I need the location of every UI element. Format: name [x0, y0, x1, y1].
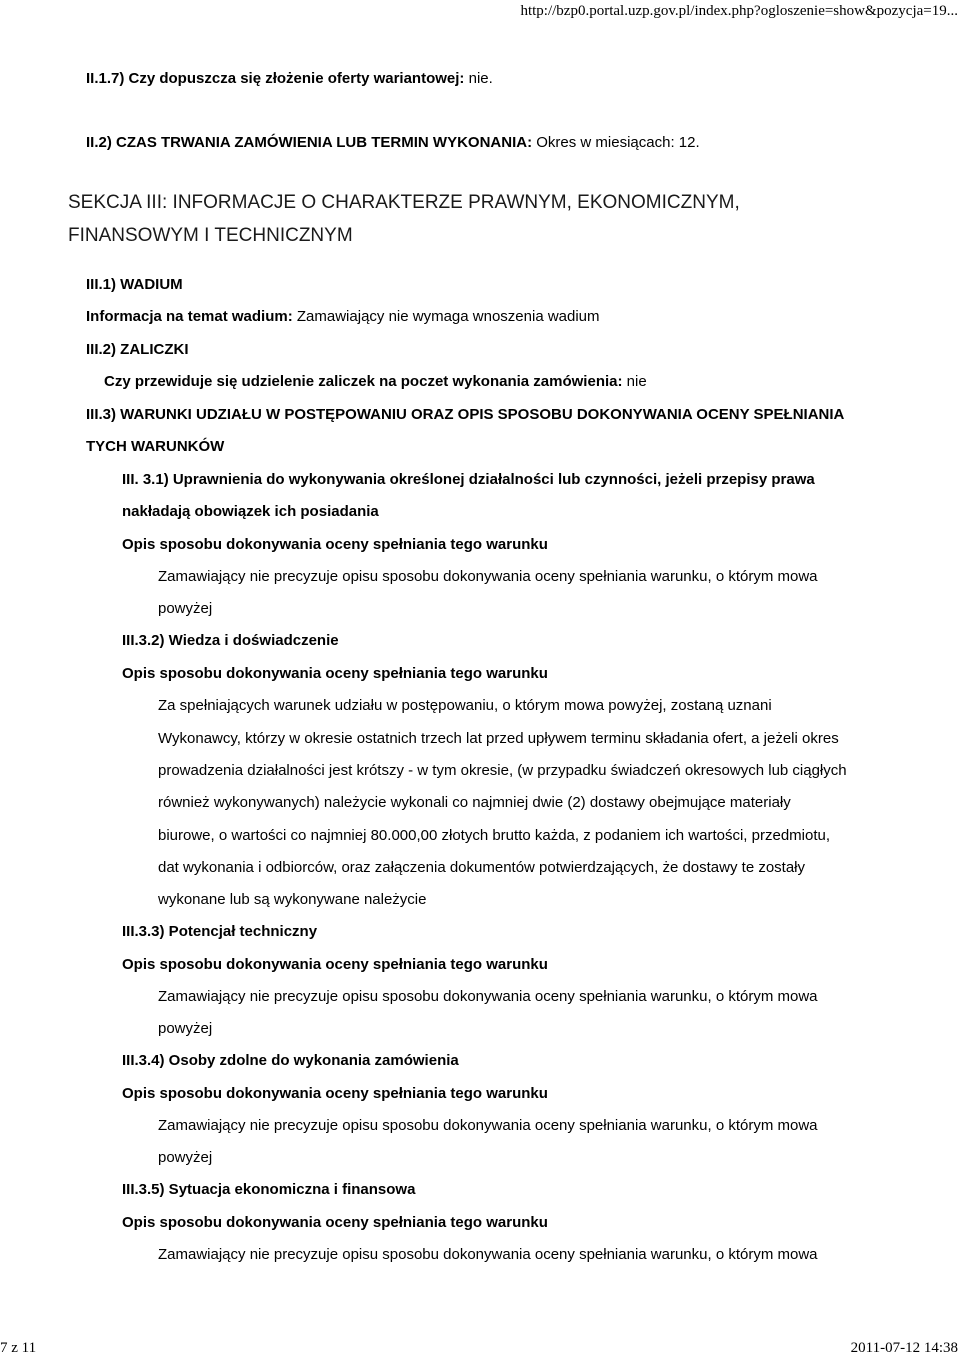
page-number: 7 z 11	[0, 1340, 37, 1356]
zaliczki-label: Czy przewiduje się udzielenie zaliczek na poczet wykonania zamówienia:	[104, 373, 623, 390]
zaliczki-value: nie	[622, 373, 647, 390]
iii32-text-line7: wykonane lub są wykonywane należycie	[158, 891, 427, 908]
iii32-text-line5: biurowe, o wartości co najmniej 80.000,00 złotych brutto każda, z podaniem ich wartości, przedmiotu,	[158, 827, 831, 844]
opis-heading-2: Opis sposobu dokonywania oceny spełniania tego warunku	[122, 665, 548, 682]
iii33-text-line1: Zamawiający nie precyzuje opisu sposobu dokonywania oceny spełniania warunku, o którym mowa	[158, 988, 818, 1005]
iii32-text-line2: Wykonawcy, którzy w okresie ostatnich trzech lat przed upływem terminu składania ofert, a jeżeli okres	[158, 730, 839, 747]
iii1-heading: III.1) WADIUM	[86, 276, 183, 293]
section-3-title-line1: SEKCJA III: INFORMACJE O CHARAKTERZE PRAWNYM, EKONOMICZNYM,	[68, 192, 740, 213]
iii32-text-line3: prowadzenia działalności jest krótszy - w tym okresie, (w przypadku świadczeń okresowych lub ciągłych	[158, 762, 847, 779]
iii3-heading-line1: III.3) WARUNKI UDZIAŁU W POSTĘPOWANIU ORAZ OPIS SPOSOBU DOKONYWANIA OCENY SPEŁNIANIA	[86, 406, 845, 423]
iii32-text-line6: dat wykonania i odbiorców, oraz załączenia dokumentów potwierdzających, że dostawy te zostały	[158, 859, 806, 876]
ii17-value: nie.	[464, 70, 493, 87]
opis-heading-3: Opis sposobu dokonywania oceny spełniania tego warunku	[122, 956, 548, 973]
wadium-label: Informacja na temat wadium:	[86, 308, 293, 325]
opis-heading-1: Opis sposobu dokonywania oceny spełniania tego warunku	[122, 536, 548, 553]
iii2-heading: III.2) ZALICZKI	[86, 341, 189, 358]
iii33-heading: III.3.3) Potencjał techniczny	[122, 923, 318, 940]
wadium-line	[86, 308, 600, 326]
iii32-text-line1: Za spełniających warunek udziału w postępowaniu, o którym mowa powyżej, zostaną uznani	[158, 697, 772, 714]
iii34-text-line1: Zamawiający nie precyzuje opisu sposobu dokonywania oceny spełniania warunku, o którym mowa	[158, 1117, 818, 1134]
iii31-text-line2: powyżej	[158, 600, 213, 617]
iii31-heading-line1: III. 3.1) Uprawnienia do wykonywania określonej działalności lub czynności, jeżeli przepisy prawa	[122, 471, 815, 488]
print-datetime: 2011-07-12 14:38	[850, 1340, 958, 1356]
iii35-heading: III.3.5) Sytuacja ekonomiczna i finansowa	[122, 1181, 416, 1198]
iii33-text-line2: powyżej	[158, 1020, 213, 1037]
iii31-text-line1: Zamawiający nie precyzuje opisu sposobu dokonywania oceny spełniania warunku, o którym mowa	[158, 568, 818, 585]
opis-heading-4: Opis sposobu dokonywania oceny spełniania tego warunku	[122, 1085, 548, 1102]
iii34-text-line2: powyżej	[158, 1149, 213, 1166]
section-3-title-line2: FINANSOWYM I TECHNICZNYM	[68, 225, 353, 246]
zaliczki-line	[104, 373, 647, 391]
ii17-line	[86, 70, 493, 88]
opis-heading-5: Opis sposobu dokonywania oceny spełniania tego warunku	[122, 1214, 548, 1231]
iii31-heading-line2: nakładają obowiązek ich posiadania	[122, 503, 379, 520]
ii2-line	[86, 134, 700, 152]
iii35-text-line1: Zamawiający nie precyzuje opisu sposobu dokonywania oceny spełniania warunku, o którym mowa	[158, 1246, 818, 1263]
page-url: http://bzp0.portal.uzp.gov.pl/index.php?ogloszenie=show&pozycja=19...	[520, 3, 958, 19]
iii3-heading-line2: TYCH WARUNKÓW	[86, 438, 225, 455]
iii32-text-line4: również wykonywanych) należycie wykonali co najmniej dwie (2) dostawy obejmujące materiały	[158, 794, 791, 811]
iii32-heading: III.3.2) Wiedza i doświadczenie	[122, 632, 339, 649]
ii2-value: Okres w miesiącach: 12.	[532, 134, 700, 151]
ii17-label: II.1.7) Czy dopuszcza się złożenie oferty wariantowej:	[86, 70, 465, 87]
wadium-value: Zamawiający nie wymaga wnoszenia wadium	[292, 308, 600, 325]
ii2-label: II.2) CZAS TRWANIA ZAMÓWIENIA LUB TERMIN WYKONANIA:	[86, 134, 533, 151]
iii34-heading: III.3.4) Osoby zdolne do wykonania zamówienia	[122, 1052, 459, 1069]
